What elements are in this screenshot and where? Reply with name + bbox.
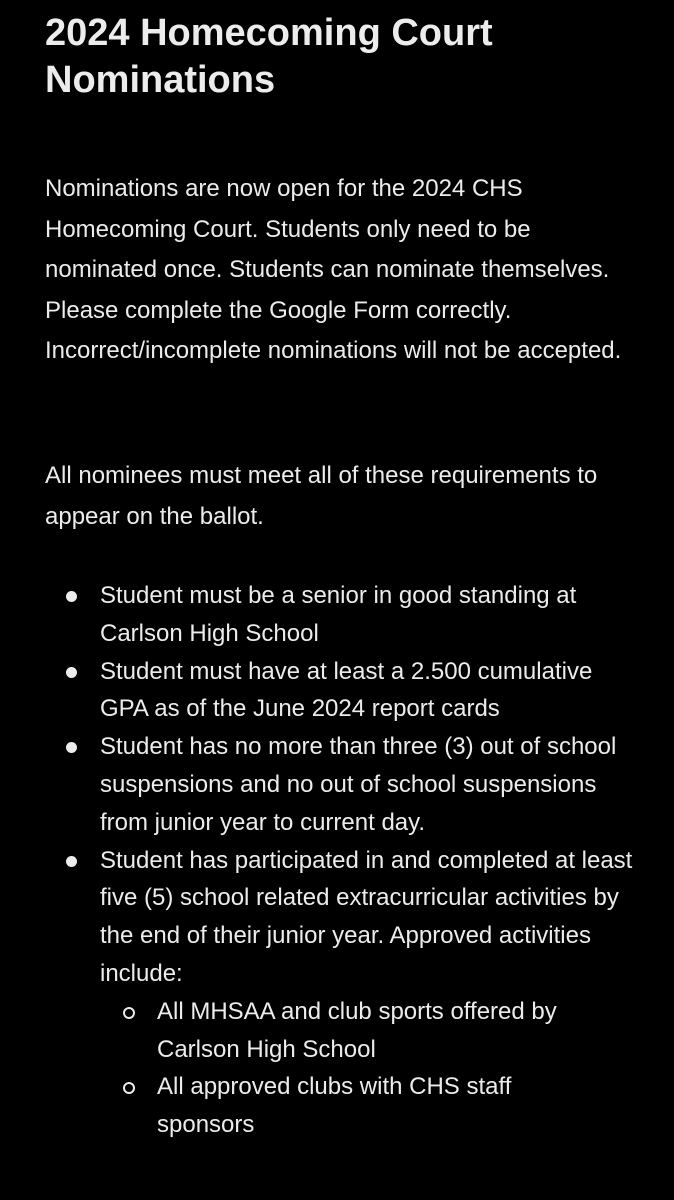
list-item bbox=[0, 577, 674, 653]
intro-paragraph: Nominations are now open for the 2024 CHS Homecoming Court. Students only need to be nominated once. Students can nominate themselves. Please complete the Google Form correctly. Incorrect/incomplete nominations will not be accepted. bbox=[45, 175, 622, 364]
bullet-icon bbox=[66, 667, 77, 678]
list-item bbox=[0, 728, 674, 841]
requirement-text: Student has no more than three (3) out of school suspensions and no out of school suspensions from junior year to current day. bbox=[100, 733, 617, 836]
hollow-bullet-icon bbox=[123, 1082, 135, 1094]
list-item bbox=[157, 993, 634, 1069]
requirements-list bbox=[0, 577, 674, 1144]
list-item bbox=[0, 842, 674, 1144]
requirement-text: Student must be a senior in good standing at Carlson High School bbox=[100, 582, 577, 647]
list-item bbox=[0, 653, 674, 729]
page-title: 2024 Homecoming Court Nominations bbox=[45, 12, 493, 101]
requirement-text: Student must have at least a 2.500 cumulative GPA as of the June 2024 report cards bbox=[100, 657, 593, 723]
requirements-intro: All nominees must meet all of these requirements to appear on the ballot. bbox=[45, 462, 598, 530]
approved-activities-list bbox=[100, 993, 634, 1144]
bullet-icon bbox=[66, 742, 77, 753]
activity-text: All approved clubs with CHS staff sponsors bbox=[157, 1073, 512, 1139]
activity-text: All MHSAA and club sports offered by Carlson High School bbox=[157, 997, 557, 1063]
bullet-icon bbox=[66, 591, 77, 602]
list-item bbox=[157, 1068, 634, 1144]
bullet-icon bbox=[66, 856, 77, 867]
requirement-text: Student has participated in and completed at least five (5) school related extracurricular activities by the end of their junior year. Approved activities include: bbox=[100, 846, 633, 987]
hollow-bullet-icon bbox=[123, 1007, 135, 1019]
